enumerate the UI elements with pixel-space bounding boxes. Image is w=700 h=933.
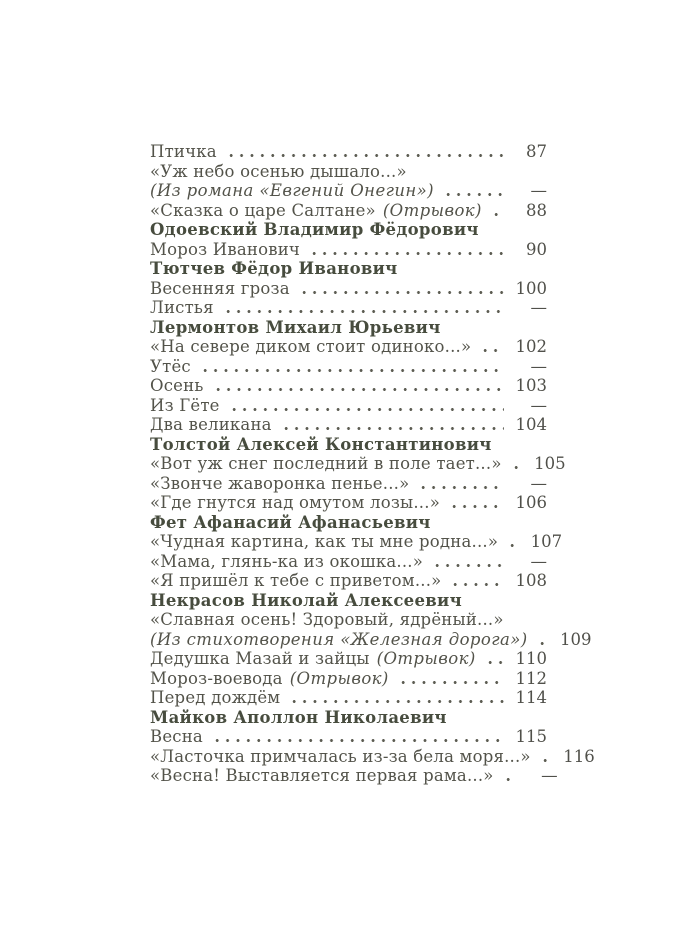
toc-entry-row	[150, 493, 547, 513]
toc-entry-row	[150, 415, 547, 435]
entry-title: Мороз-воевода	[150, 668, 283, 688]
dot-leader	[211, 376, 504, 396]
page-number: 106	[515, 493, 547, 512]
dot-leader	[501, 766, 515, 786]
toc-entry-row	[150, 746, 595, 767]
page-number: 114	[515, 688, 547, 707]
toc-entry-row	[150, 337, 547, 357]
entry-subtitle-italic: (Отрывок)	[382, 200, 482, 220]
toc-entry-row	[150, 240, 547, 260]
page-number: —	[530, 473, 547, 493]
entry-title: Из Гёте	[150, 395, 220, 415]
toc-entry-row	[150, 552, 547, 572]
dot-leader	[535, 630, 549, 650]
toc-entry-row	[150, 396, 547, 416]
dot-leader	[448, 571, 504, 591]
dot-leader	[307, 240, 504, 260]
dot-leader	[287, 688, 504, 708]
entry-title: Весенняя гроза	[150, 278, 290, 298]
entry-title: Весна	[150, 727, 203, 746]
dot-leader	[509, 454, 523, 474]
entry-title: Мороз Иванович	[150, 239, 301, 259]
toc-list	[150, 142, 595, 786]
toc-author-row	[150, 259, 547, 279]
entry-title: Дедушка Мазай и зайцы	[150, 649, 370, 668]
dot-leader	[221, 298, 504, 318]
entry-title: «Чудная картина, как ты мне родна...»	[150, 532, 499, 551]
toc-entry-row	[150, 727, 547, 747]
author-name: Толстой Алексей Константинович	[150, 434, 492, 454]
page-number: 107	[530, 532, 563, 551]
entry-subtitle-italic: (Отрывок)	[289, 668, 389, 688]
page-number: 112	[515, 668, 547, 688]
toc-author-row	[150, 513, 547, 533]
entry-title: Утёс	[150, 356, 191, 376]
entry-title: «Звонче жаворонка пенье...»	[150, 473, 410, 493]
dot-leader	[227, 396, 504, 416]
entry-title: Перед дождём	[150, 688, 281, 707]
toc-entry-row	[150, 376, 547, 396]
author-name: Некрасов Николай Алексеевич	[150, 590, 462, 610]
toc-author-row	[150, 435, 547, 455]
toc-entry-row	[150, 279, 547, 299]
entry-title: «На севере диком стоит одиноко...»	[150, 337, 472, 356]
dot-leader	[505, 532, 519, 552]
toc-author-row	[150, 591, 547, 611]
page-number: —	[530, 181, 547, 200]
entry-title: Листья	[150, 298, 214, 317]
toc-entry-row	[150, 532, 563, 552]
entry-title: «Я пришёл к тебе с приветом...»	[150, 571, 442, 590]
author-name: Тютчев Фёдор Иванович	[150, 259, 398, 278]
page-number: —	[530, 356, 547, 376]
toc-entry-row	[150, 181, 547, 201]
page-number: 90	[526, 239, 547, 259]
dot-leader	[210, 727, 504, 747]
toc-entry-row	[150, 669, 547, 689]
dot-leader	[441, 181, 504, 201]
dot-leader	[483, 649, 504, 669]
toc-entry-row	[150, 298, 547, 318]
entry-title: Два великана	[150, 415, 272, 434]
dot-leader	[538, 747, 552, 767]
dot-leader	[478, 337, 504, 357]
entry-title: Птичка	[150, 142, 217, 161]
page-number: 115	[515, 727, 547, 746]
toc-entry-row	[150, 142, 547, 162]
page-number: 87	[526, 142, 547, 161]
page-number: 116	[563, 746, 595, 766]
entry-title: «Вот уж снег последний в поле тает...»	[150, 454, 502, 473]
toc-entry-row	[150, 474, 547, 494]
dot-leader	[396, 669, 504, 689]
toc-entry-row	[150, 629, 592, 650]
toc-entry-row	[150, 766, 558, 786]
entry-title: «Уж небо осенью дышало...»	[150, 161, 407, 181]
toc-entry-row	[150, 201, 547, 221]
dot-leader	[416, 474, 504, 494]
entry-subtitle-italic: (Из стихотворения «Железная дорога»)	[150, 629, 528, 649]
dot-leader	[489, 201, 504, 221]
page-number: 103	[515, 376, 547, 395]
entry-subtitle-italic: (Из романа «Евгений Онегин»)	[150, 181, 434, 200]
toc-entry-row	[150, 571, 547, 591]
toc-entry-row	[150, 454, 566, 474]
page-number: 109	[560, 629, 592, 649]
toc-author-row	[150, 318, 547, 338]
author-name: Лермонтов Михаил Юрьевич	[150, 317, 441, 337]
entry-subtitle-italic: (Отрывок)	[376, 649, 476, 668]
entry-title: «Славная осень! Здоровый, ядрёный...»	[150, 610, 504, 629]
author-name: Майков Аполлон Николаевич	[150, 707, 447, 727]
page-number: —	[541, 766, 558, 785]
page-number: —	[530, 298, 547, 317]
page-number: —	[530, 395, 547, 415]
dot-leader	[297, 279, 504, 299]
entry-title: «Ласточка примчалась из-за бела моря...»	[150, 746, 531, 766]
dot-leader	[430, 552, 504, 572]
page-number: —	[530, 551, 547, 571]
entry-title: Осень	[150, 376, 204, 395]
toc-entry-row	[150, 688, 547, 708]
page-number: 110	[515, 649, 547, 668]
dot-leader	[198, 357, 504, 377]
toc-entry-row	[150, 610, 547, 630]
page-number: 88	[526, 200, 547, 220]
page-number: 108	[515, 571, 547, 590]
author-name: Фет Афанасий Афанасьевич	[150, 512, 431, 532]
page-number: 100	[515, 278, 547, 298]
entry-title: «Весна! Выставляется первая рама...»	[150, 766, 494, 785]
entry-title: «Мама, глянь-ка из окошка...»	[150, 551, 424, 571]
toc-author-row	[150, 708, 547, 728]
entry-title: «Сказка о царе Салтане»	[150, 200, 376, 220]
page-number: 104	[515, 415, 547, 434]
entry-title: «Где гнутся над омутом лозы...»	[150, 493, 440, 512]
page-number: 105	[534, 454, 566, 473]
author-name: Одоевский Владимир Фёдорович	[150, 220, 479, 239]
dot-leader	[279, 415, 504, 435]
toc-entry-row	[150, 162, 547, 182]
toc-entry-row	[150, 649, 547, 669]
dot-leader	[224, 142, 504, 162]
toc-author-row	[150, 220, 547, 240]
toc-entry-row	[150, 357, 547, 377]
page-number: 102	[515, 337, 547, 356]
dot-leader	[447, 493, 504, 513]
